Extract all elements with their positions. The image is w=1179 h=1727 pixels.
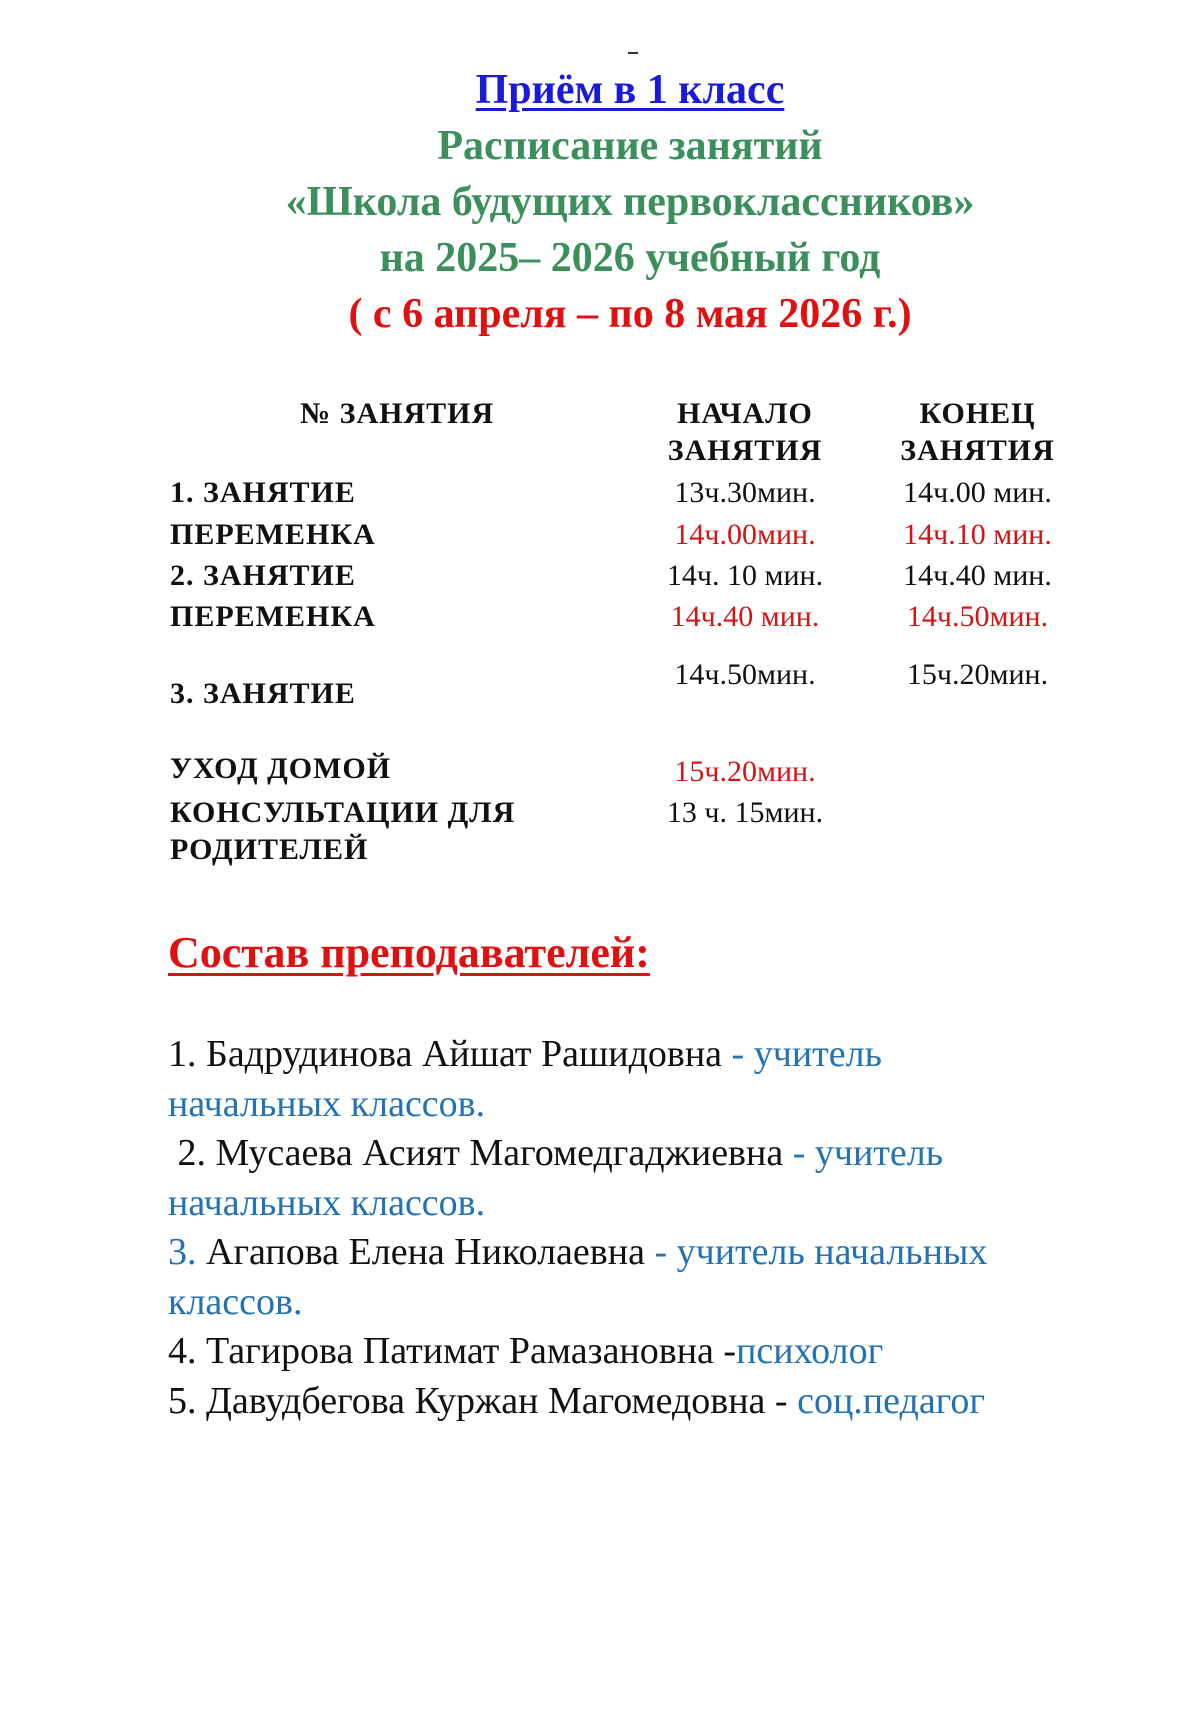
schedule-row-label: 1. ЗАНЯТИЕ	[170, 476, 356, 509]
document-header	[0, 62, 1179, 342]
staff-name: Мусаева Асият Магомедгаджиевна	[215, 1132, 784, 1174]
staff-role-continued: классов.	[168, 1280, 303, 1323]
staff-title: Состав преподавателей:	[168, 928, 650, 977]
list-item	[168, 1129, 1128, 1179]
staff-number: 3.	[168, 1231, 197, 1273]
column-header-end-line2: ЗАНЯТИЯ	[900, 434, 1055, 467]
staff-role-continued: начальных классов.	[168, 1082, 486, 1125]
schedule-row-start: 14ч. 10 мин.	[666, 559, 824, 592]
staff-role: - учитель начальных	[644, 1231, 988, 1273]
column-header-start-line2: ЗАНЯТИЯ	[667, 434, 823, 467]
column-header-start-line1: НАЧАЛО	[677, 397, 813, 430]
column-header-start	[640, 395, 850, 469]
schedule-row-end: 14ч.50мин.	[906, 600, 1049, 633]
staff-number: 4.	[168, 1330, 197, 1372]
column-header-end-line1: КОНЕЦ	[919, 397, 1036, 430]
schedule-row-label: ПЕРЕМЕНКА	[170, 518, 376, 551]
staff-role: психолог	[736, 1330, 884, 1372]
schedule-row-end: 14ч.40 мин.	[903, 559, 1052, 592]
list-item	[168, 1327, 1128, 1377]
header-line-dates: ( с 6 апреля – по 8 мая 2026 г.)	[348, 291, 912, 337]
schedule-row-end: 14ч.00 мин.	[903, 476, 1052, 509]
staff-name: Тагирова Патимат Рамазановна -	[206, 1330, 737, 1372]
schedule-row-label: 2. ЗАНЯТИЕ	[170, 559, 356, 592]
schedule-row-label-line2: РОДИТЕЛЕЙ	[170, 833, 369, 866]
list-item	[168, 1228, 1128, 1278]
schedule-row-start: 14ч.00мин.	[674, 518, 816, 551]
schedule-row-start: 15ч.20мин.	[674, 755, 816, 788]
schedule-row-start: 13ч.30мин.	[674, 476, 816, 509]
schedule-row-label: 3. ЗАНЯТИЕ	[170, 677, 356, 710]
staff-role: - учитель	[722, 1033, 882, 1075]
header-line-schedule: Расписание занятий	[437, 123, 823, 169]
staff-name: Давудбегова Куржан Магомедовна -	[206, 1379, 788, 1422]
staff-number: 2.	[177, 1132, 206, 1174]
staff-role: соц.педагог	[787, 1379, 985, 1422]
list-item	[168, 1377, 1128, 1427]
schedule-row-start: 14ч.40 мин.	[670, 600, 820, 633]
list-item	[168, 1030, 1128, 1080]
staff-number: 5.	[168, 1379, 197, 1422]
column-header-number: № ЗАНЯТИЯ	[300, 397, 495, 430]
staff-list	[168, 1030, 1128, 1426]
schedule-row-start: 14ч.50мин.	[674, 658, 816, 691]
top-mark	[628, 52, 638, 54]
schedule-row-label-line1: КОНСУЛЬТАЦИИ ДЛЯ	[170, 796, 516, 829]
schedule-row-label: УХОД ДОМОЙ	[170, 752, 392, 785]
staff-role-continued: начальных классов.	[168, 1181, 486, 1224]
column-header-end	[870, 395, 1085, 469]
staff-name: Агапова Елена Николаевна	[206, 1231, 645, 1273]
schedule-row-end: 15ч.20мин.	[906, 658, 1049, 691]
page-title: Приём в 1 класс	[475, 67, 785, 113]
staff-role: - учитель	[783, 1132, 944, 1174]
schedule-row-label	[170, 794, 515, 868]
header-line-school: «Школа будущих первоклассников»	[285, 179, 975, 225]
staff-number: 1.	[168, 1033, 197, 1075]
schedule-row-label: ПЕРЕМЕНКА	[170, 600, 376, 633]
staff-name: Бадрудинова Айшат Рашидовна	[206, 1033, 723, 1075]
schedule-row-end: 14ч.10 мин.	[903, 518, 1052, 551]
schedule-row-start: 13 ч. 15мин.	[666, 796, 824, 829]
header-line-year: на 2025– 2026 учебный год	[379, 235, 881, 281]
